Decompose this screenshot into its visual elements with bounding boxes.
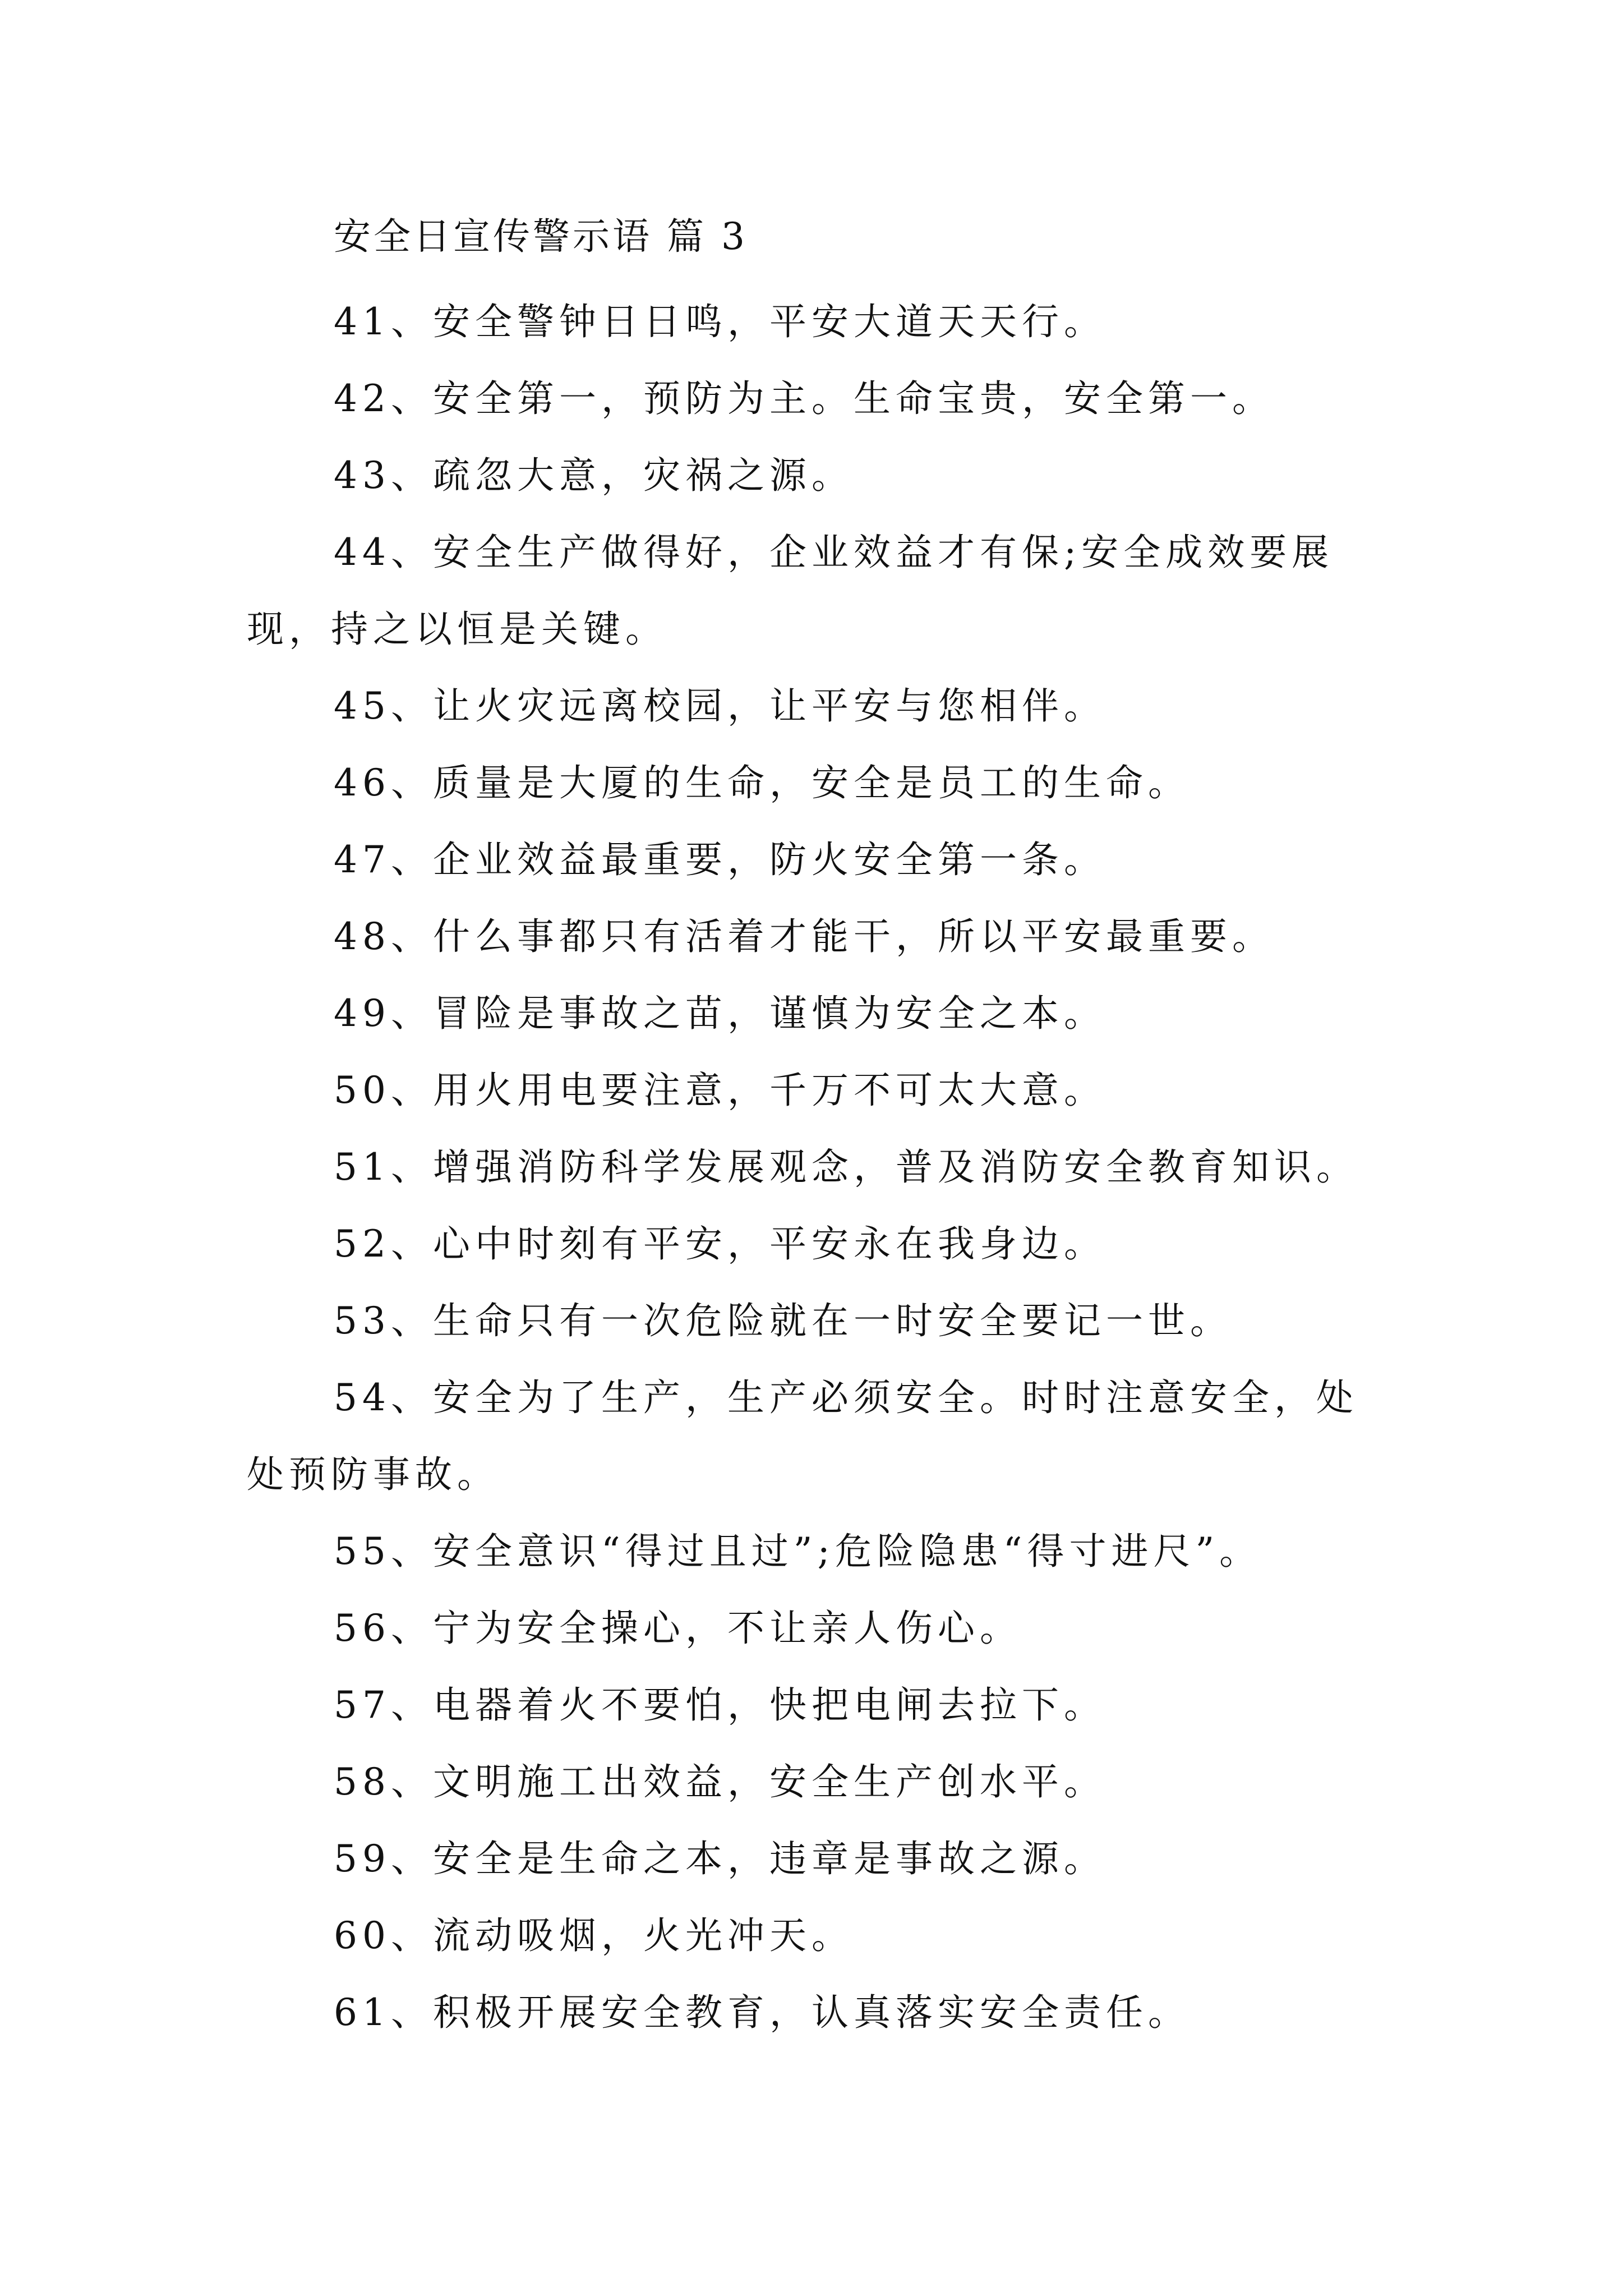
list-item: 50、用火用电要注意，千万不可太大意。 xyxy=(334,1069,1106,1112)
list-item: 57、电器着火不要怕，快把电闸去拉下。 xyxy=(334,1683,1106,1727)
list-item: 46、质量是大厦的生命，安全是员工的生命。 xyxy=(334,761,1190,804)
list-item: 43、疏忽大意，灾祸之源。 xyxy=(334,454,854,497)
list-item: 53、生命只有一次危险就在一时安全要记一世。 xyxy=(334,1299,1232,1342)
slogan-list xyxy=(247,283,1391,2051)
list-item: 54、安全为了生产，生产必须安全。时时注意安全，处处预防事故。 xyxy=(247,1376,1358,1496)
list-item: 45、让火灾远离校园，让平安与您相伴。 xyxy=(334,684,1106,728)
list-item: 51、增强消防科学发展观念，普及消防安全教育知识。 xyxy=(334,1145,1358,1189)
list-item: 60、流动吸烟，火光冲天。 xyxy=(334,1914,854,1957)
list-item: 47、企业效益最重要，防火安全第一条。 xyxy=(334,838,1106,881)
list-item: 41、安全警钟日日鸣，平安大道天天行。 xyxy=(334,300,1106,343)
list-item: 49、冒险是事故之苗，谨慎为安全之本。 xyxy=(334,992,1106,1035)
list-item: 44、安全生产做得好，企业效益才有保;安全成效要展现，持之以恒是关键。 xyxy=(247,531,1334,651)
list-item: 52、心中时刻有平安，平安永在我身边。 xyxy=(334,1222,1106,1266)
list-item: 59、安全是生命之本，违章是事故之源。 xyxy=(334,1837,1106,1880)
list-item: 61、积极开展安全教育，认真落实安全责任。 xyxy=(334,1991,1190,2034)
list-item: 58、文明施工出效益，安全生产创水平。 xyxy=(334,1760,1106,1803)
list-item: 48、什么事都只有活着才能干，所以平安最重要。 xyxy=(334,915,1274,958)
list-item: 42、安全第一，预防为主。生命宝贵，安全第一。 xyxy=(334,377,1274,420)
list-item: 55、安全意识“得过且过”;危险隐患“得寸进尺”。 xyxy=(334,1530,1262,1573)
list-item: 56、宁为安全操心，不让亲人伤心。 xyxy=(334,1607,1022,1650)
document-title: 安全日宣传警示语 篇 3 xyxy=(334,215,748,258)
